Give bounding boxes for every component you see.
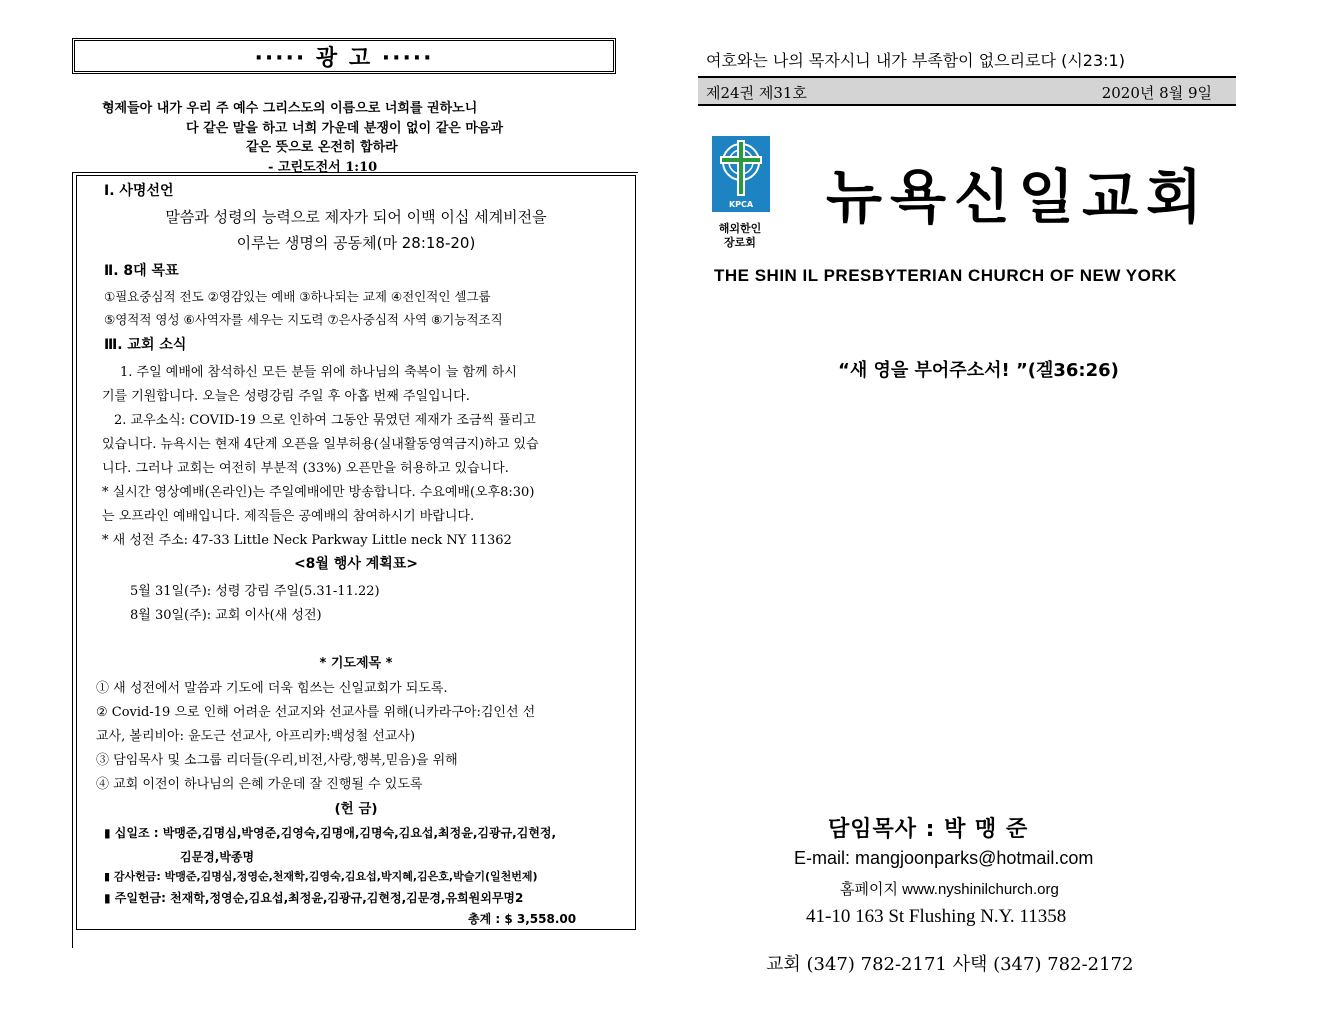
schedule-item-1: 5월 31일(주): 성령 강림 주일(5.31-11.22) bbox=[130, 584, 380, 599]
verse-line-3: 같은 뜻으로 온전히 합하라 bbox=[246, 140, 398, 155]
offering-sunday: ▮ 주일헌금: 천재학,정영순,김요섭,최정윤,김광규,김현정,김문경,유희원외무명2 bbox=[104, 891, 524, 905]
issue-date: 2020년 8월 9일 bbox=[1101, 84, 1212, 102]
church-name-korean: 뉴욕신일교회 bbox=[826, 163, 1211, 231]
schedule-item-2: 8월 30일(주): 교회 이사(새 성전) bbox=[130, 608, 322, 623]
prayer-heading: * 기도제목 * bbox=[319, 656, 393, 671]
news-line-4: 있습니다. 뉴욕시는 현재 4단계 오픈을 일부허용(실내활동영역금지)하고 있습 bbox=[102, 437, 539, 452]
offering-thanks: ▮ 감사헌금: 박맹준,김명심,정영순,천재학,김영숙,김요섭,박지혜,김은호,박슬기(일천번제) bbox=[104, 870, 538, 883]
logo-label: KPCA bbox=[728, 200, 754, 209]
logo-caption bbox=[712, 222, 768, 250]
contact-email: E-mail: mangjoonparks@hotmail.com bbox=[794, 848, 1094, 868]
prayer-line-3: 교사, 볼리비아: 윤도근 선교사, 아프리카:백성철 선교사) bbox=[96, 729, 416, 744]
church-name-english: THE SHIN IL PRESBYTERIAN CHURCH OF NEW YORK bbox=[714, 266, 1177, 285]
ad-title: ····· 광 고 ····· bbox=[254, 45, 434, 71]
goals-line-2: ⑤영적적 영성 ⑥사역자를 세우는 지도력 ⑦은사중심적 사역 ⑧기능적조직 bbox=[104, 312, 503, 327]
news-line-2: 기를 기원합니다. 오늘은 성령강림 주일 후 아홉 번째 주일입니다. bbox=[102, 389, 470, 404]
prayer-line-5: ④ 교회 이전이 하나님의 은혜 가운데 잘 진행될 수 있도록 bbox=[96, 777, 423, 792]
sermon-theme: “새 영을 부어주소서! ”(겔36:26) bbox=[838, 360, 1119, 381]
logo-caption-line-2: 장로회 bbox=[724, 236, 756, 249]
senior-pastor: 담임목사 : 박 맹 준 bbox=[828, 817, 1029, 842]
ad-title-box bbox=[72, 38, 616, 74]
offering-total: 총계 : $ 3,558.00 bbox=[468, 912, 577, 926]
header-verse: 여호와는 나의 목자시니 내가 부족함이 없으리로다 (시23:1) bbox=[706, 51, 1125, 70]
church-phone: 교회 (347) 782-2171 사택 (347) 782-2172 bbox=[766, 954, 1134, 975]
news-line-8: * 새 성전 주소: 47-33 Little Neck Parkway Little neck NY 11362 bbox=[102, 533, 512, 548]
kpca-logo bbox=[712, 136, 770, 212]
prayer-line-1: ① 새 성전에서 말씀과 기도에 더욱 힘쓰는 신일교회가 되도록. bbox=[96, 681, 448, 696]
church-address: 41-10 163 St Flushing N.Y. 11358 bbox=[806, 906, 1067, 927]
verse-reference: - 고린도전서 1:10 bbox=[268, 160, 378, 175]
mission-heading: Ⅰ. 사명선언 bbox=[104, 183, 174, 199]
issue-bar bbox=[698, 76, 1236, 106]
cross-logo-icon bbox=[712, 136, 770, 212]
news-heading: Ⅲ. 교회 소식 bbox=[104, 337, 187, 353]
mission-line-2: 이루는 생명의 공동체(마 28:18-20) bbox=[236, 234, 476, 252]
news-line-6: * 실시간 영상예배(온라인)는 주일예배에만 방송합니다. 수요예배(오후8:30) bbox=[102, 485, 535, 500]
verse-line-2: 다 같은 말을 하고 너희 가운데 분쟁이 없이 같은 마음과 bbox=[186, 121, 504, 136]
news-line-1: 1. 주일 예배에 참석하신 모든 분들 위에 하나님의 축복이 늘 함께 하시 bbox=[120, 365, 517, 380]
mission-line-1: 말씀과 성령의 능력으로 제자가 되어 이백 이십 세계비전을 bbox=[165, 208, 547, 226]
offering-tithe: ▮ 십일조 : 박맹준,김명심,박영준,김영숙,김명애,김명숙,김요섭,최정윤,김광규,김현정, bbox=[104, 826, 557, 840]
news-line-3: 2. 교우소식: COVID-19 으로 인하여 그동안 묶였던 제재가 조금씩 풀리고 bbox=[114, 413, 536, 428]
prayer-line-4: ③ 담임목사 및 소그룹 리더들(우리,비전,사랑,행복,믿음)을 위해 bbox=[96, 753, 458, 768]
prayer-line-2: ② Covid-19 으로 인해 어려운 선교지와 선교사를 위해(니카라구아:김인선 선 bbox=[96, 705, 536, 720]
offering-heading: (헌 금) bbox=[334, 801, 378, 817]
goals-line-1: ①필요중심적 전도 ②영감있는 예배 ③하나되는 교제 ④전인적인 셀그룹 bbox=[104, 289, 491, 304]
offering-tithe-cont: 김문경,박종명 bbox=[180, 850, 255, 864]
news-line-5: 니다. 그러나 교회는 여전히 부분적 (33%) 오픈만을 허용하고 있습니다. bbox=[102, 461, 509, 476]
issue-volume: 제24권 제31호 bbox=[706, 84, 807, 102]
news-line-7: 는 오프라인 예배입니다. 제직들은 공예배의 참여하시기 바랍니다. bbox=[102, 509, 475, 524]
goals-heading: Ⅱ. 8대 목표 bbox=[104, 263, 179, 279]
homepage: 홈페이지 www.nyshinilchurch.org bbox=[840, 881, 1059, 898]
verse-line-1: 형제들아 내가 우리 주 예수 그리스도의 이름으로 너희를 권하노니 bbox=[102, 101, 478, 116]
schedule-heading: <8월 행사 계획표> bbox=[293, 556, 419, 572]
logo-caption-line-1: 해외한인 bbox=[718, 222, 762, 235]
